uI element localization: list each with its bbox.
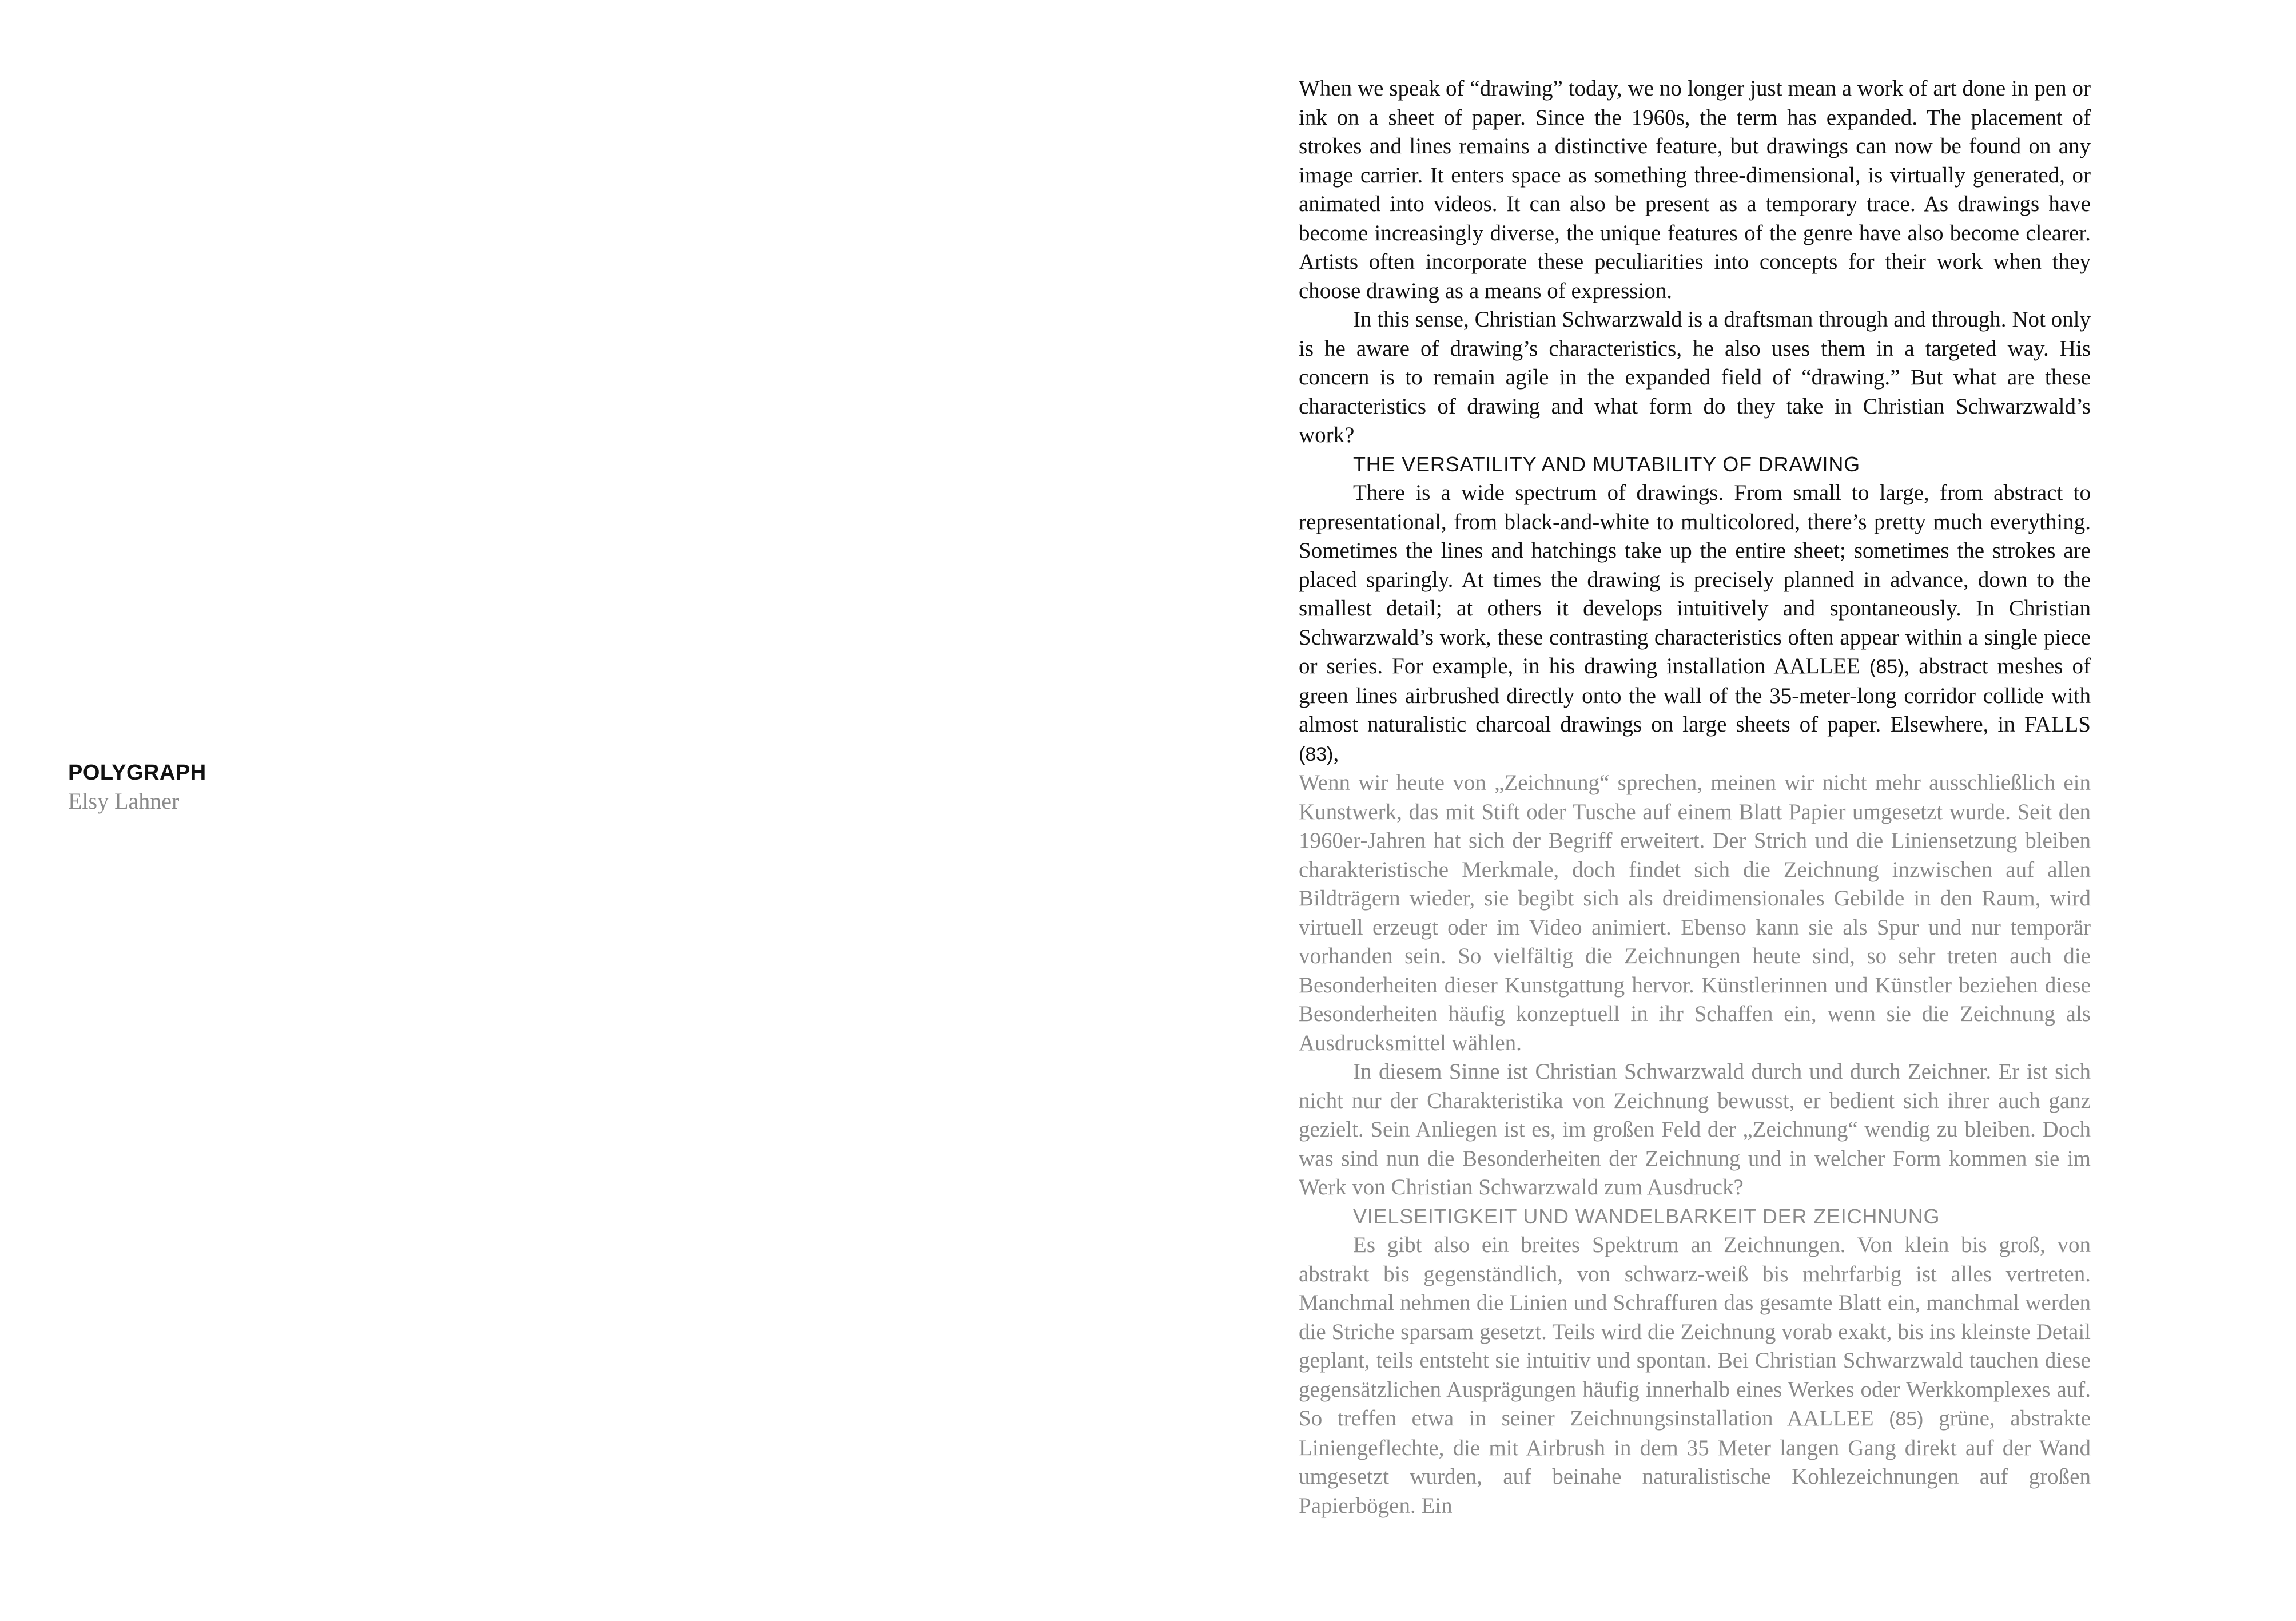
english-subheading: THE VERSATILITY AND MUTABILITY OF DRAWING [1353,452,1860,476]
figure-reference-83: (83) [1299,743,1334,765]
figure-reference-85: (85) [1869,656,1904,678]
figure-reference-85: (85) [1889,1408,1924,1430]
english-paragraph-2: In this sense, Christian Schwarzwald is a draftsman through and through. Not only is he aware of drawing’s characteristics, he also uses them in a targeted way. His concern is to remain agile in the expanded field of “drawing.” But what are these characteristics of drawing and what form do they take in Christian Schwarzwald’s work? [1299,307,2091,447]
essay-author: Elsy Lahner [68,788,180,814]
german-paragraph-2: In diesem Sinne ist Christian Schwarzwald durch und durch Zeichner. Er ist sich nicht nur der Charakteristika von Zeichnung bewusst, er bedient sich ihrer auch ganz gezielt. Sein Anliegen ist es, im großen Feld der „Zeichnung“ wendig zu bleiben. Doch was sind nun die Besonderheiten der Zeichnung und in welcher Form kommen sie im Werk von Christian Schwarzwald zum Ausdruck? [1299,1059,2091,1199]
german-paragraph-3-part-b: grüne, abstrakte Liniengeflechte, die mit Airbrush in dem 35 Meter langen Gang direkt auf der Wand umgesetzt wurden, auf beinahe naturalistische Kohlezeichnungen auf großen Papierbögen. Ein [1299,1406,2091,1518]
english-paragraph-3-part-a: There is a wide spectrum of drawings. From small to large, from abstract to representational, from black-and-white to multicolored, there’s pretty much everything. Sometimes the lines and hatchings take up the entire sheet; sometimes the strokes are placed sparingly. At times the drawing is precisely planned in advance, down to the smallest detail; at others it develops intuitively and spontaneously. In Christian Schwarzwald’s work, these contrasting characteristics often appear within a single piece or series. For example, in his drawing installation AALLEE [1299,480,2091,678]
english-paragraph-3 [1299,479,2091,769]
german-paragraph-1: Wenn wir heute von „Zeichnung“ sprechen, meinen wir nicht mehr ausschließlich ein Kunstwerk, das mit Stift oder Tusche auf einem Blatt Papier umgesetzt wurde. Seit den 1960er-Jahren hat sich der Begriff erweitert. Der Strich und die Liniensetzung bleiben charakteristische Merkmale, doch findet sich die Zeichnung inzwischen auf allen Bildträgern wieder, sie begibt sich als dreidimensionales Gebilde in den Raum, wird virtuell erzeugt oder im Video animiert. Ebenso kann sie als Spur und nur temporär vorhanden sein. So vielfältig die Zeichnungen heute sind, so sehr treten auch die Besonderheiten dieser Kunstgattung hervor. Künstlerinnen und Künstler beziehen diese Besonderheiten häufig konzeptuell in ihr Schaffen ein, wenn sie die Zeichnung als Ausdrucksmittel wählen. [1299,770,2091,1055]
english-paragraph-3-part-c: , [1333,741,1339,766]
german-text [1299,769,2091,1520]
english-paragraph-1: When we speak of “drawing” today, we no longer just mean a work of art done in pen or ink on a sheet of paper. Since the 1960s, the term has expanded. The placement of strokes and lines remains a distinctive feature, but drawings can now be found on any image carrier. It enters space as something three-dimensional, is virtually generated, or animated into videos. It can also be present as a temporary trace. As drawings have become increasingly diverse, the unique features of the genre have also become clearer. Artists often incorporate these peculiarities into concepts for their work when they choose drawing as a means of expression. [1299,76,2091,303]
german-paragraph-3 [1299,1231,2091,1520]
german-subheading: VIELSEITIGKEIT UND WANDELBARKEIT DER ZEICHNUNG [1353,1204,1940,1228]
german-paragraph-3-part-a: Es gibt also ein breites Spektrum an Zeichnungen. Von klein bis groß, von abstrakt bis gegenständlich, von schwarz-weiß bis mehrfarbig ist alles vertreten. Manchmal nehmen die Linien und Schraffuren das gesamte Blatt ein, manchmal werden die Striche sparsam gesetzt. Teils wird die Zeichnung vorab exakt, bis ins kleinste Detail geplant, teils entsteht sie intuitiv und spontan. Bei Christian Schwarzwald tauchen diese gegensätzlichen Ausprägungen häufig innerhalb eines Werkes oder Werkkomplexes auf. So treffen etwa in seiner Zeichnungsinstallation AALLEE [1299,1233,2091,1431]
text-column [1299,74,2091,1520]
english-text [1299,74,2091,769]
title-block [68,758,206,816]
essay-title: POLYGRAPH [68,761,206,785]
english-paragraph-3-part-b: , abstract meshes of green lines airbrushed directly onto the wall of the 35-meter-long corridor collide with almost naturalistic charcoal drawings on large sheets of paper. Elsewhere, in FALLS [1299,654,2091,737]
